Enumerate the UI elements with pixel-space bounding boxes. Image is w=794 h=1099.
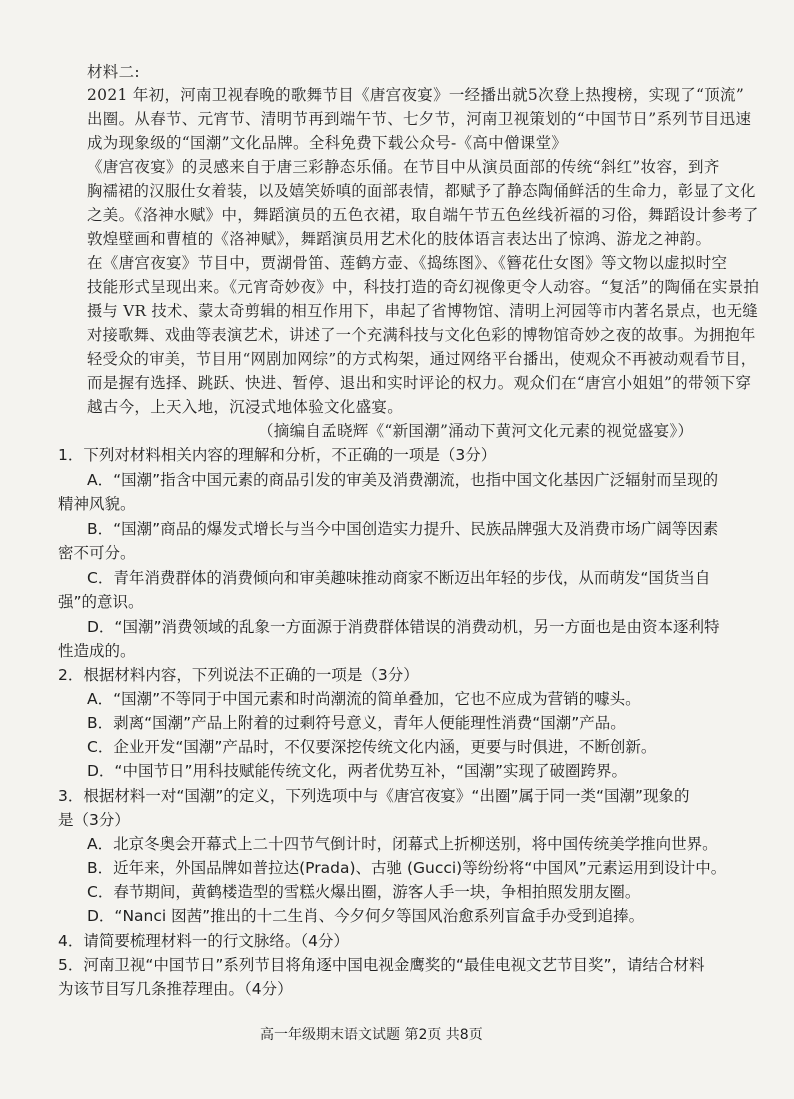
paragraph-line: 越古今，上天入地，沉浸式地体验文化盛宴。 [87, 398, 404, 416]
option-1d: D．“国潮”消费领域的乱象一方面源于消费群体错误的消费动机，另一方面也是由资本逐利特 [87, 618, 720, 636]
question-5-cont: 为该节目写几条推荐理由。（4分） [58, 980, 293, 998]
option-3c: C．春节期间，黄鹤楼造型的雪糕火爆出圈，游客人手一块，争相拍照发朋友圈。 [87, 883, 641, 901]
option-3d: D．“Nanci 囡茜”推出的十二生肖、今夕何夕等国风治愈系列盲盒手办受到追捧。 [87, 907, 645, 925]
question-1: 1．下列对材料相关内容的理解和分析，不正确的一项是（3分） [58, 446, 497, 464]
paragraph-line: 而是握有选择、跳跃、快进、暂停、退出和实时评论的权力。观众们在“唐宫小姐姐”的带领下穿 [87, 374, 752, 392]
paragraph-line: 《唐宫夜宴》的灵感来自于唐三彩静态乐俑。在节目中从演员面部的传统“斜红”妆容，到齐 [87, 158, 720, 176]
paragraph-line: 敦煌壁画和曹植的《洛神赋》，舞蹈演员用艺术化的肢体语言表达出了惊鸿、游龙之神韵。 [87, 230, 712, 248]
question-2: 2．根据材料内容，下列说法不正确的一项是（3分） [58, 666, 419, 684]
paragraph-line: 在《唐宫夜宴》节目中，贾湖骨笛、莲鹤方壶、《捣练图》、《簪花仕女图》等文物以虚拟时空 [87, 254, 728, 272]
option-3a: A．北京冬奥会开幕式上二十四节气倒计时，闭幕式上折柳送别，将中国传统美学推向世界。 [87, 835, 718, 853]
option-2a: A．“国潮”不等同于中国元素和时尚潮流的简单叠加，它也不应成为营销的噱头。 [87, 690, 641, 708]
option-1c: C．青年消费群体的消费倾向和审美趣味推动商家不断迈出年轻的步伐，从而萌发“国货当自 [87, 569, 711, 587]
paragraph-line: 胸襦裙的汉服仕女着装，以及嬉笑娇嗔的面部表情，都赋予了静态陶俑鲜活的生命力，彰显了文化 [87, 182, 756, 200]
option-2c: C．企业开发“国潮”产品时，不仅要深挖传统文化内涵，更要与时俱进，不断创新。 [87, 738, 657, 756]
option-1b-cont: 密不可分。 [58, 544, 136, 562]
material-heading: 材料二: [87, 63, 140, 81]
option-1a-cont: 精神风貌。 [58, 495, 136, 513]
paragraph-line: 对接歌舞、戏曲等表演艺术，讲述了一个充满科技与文化色彩的博物馆奇妙之夜的故事。为拥抱年 [87, 326, 756, 344]
option-1d-cont: 性造成的。 [58, 642, 136, 660]
question-4: 4．请简要梳理材料一的行文脉络。（4分） [58, 932, 349, 950]
paragraph-line: 成为现象级的“国潮”文化品牌。全科免费下载公众号-《高中僧课堂》 [87, 134, 568, 152]
paragraph-line: 2021 年初，河南卫视春晚的歌舞节目《唐宫夜宴》一经播出就5次登上热搜榜，实现了“顶流” [87, 86, 745, 104]
question-3: 3．根据材料一对“国潮”的定义，下列选项中与《唐宫夜宴》“出圈”属于同一类“国潮”现象的 [58, 787, 690, 805]
source-citation: （摘编自孟晓辉《“新国潮”涌动下黄河文化元素的视觉盛宴》） [258, 422, 694, 440]
paragraph-line: 技能形式呈现出来。《元宵奇妙夜》中，科技打造的奇幻视像更令人动容。“复活”的陶俑在实景拍 [87, 278, 760, 296]
option-1a: A．“国潮”指含中国元素的商品引发的审美及消费潮流，也指中国文化基因广泛辐射而呈现的 [87, 471, 719, 489]
option-2b: B．剥离“国潮”产品上附着的过剩符号意义，青年人便能理性消费“国潮”产品。 [87, 714, 626, 732]
paragraph-line: 轻受众的审美，节目用“网剧加网综”的方式构架，通过网络平台播出，使观众不再被动观看节目， [87, 350, 757, 368]
option-3b: B．近年来，外国品牌如普拉达(Prada)、古驰 (Gucci)等纷纷将“中国风”元素运用到设计中。 [87, 859, 727, 877]
option-2d: D．“中国节日”用科技赋能传统文化，两者优势互补，“国潮”实现了破圈跨界。 [87, 762, 628, 780]
paragraph-line: 摄与 VR 技术、蒙太奇剪辑的相互作用下，串起了省博物馆、清明上河园等市内著名景点，也无缝 [87, 302, 758, 320]
question-5: 5．河南卫视“中国节日”系列节目将角逐中国电视金鹰奖的“最佳电视文艺节目奖”，请结合材料 [58, 956, 705, 974]
question-3-cont: 是（3分） [58, 811, 130, 829]
paragraph-line: 出圈。从春节、元宵节、清明节再到端午节、七夕节，河南卫视策划的“中国节日”系列节目迅速 [87, 110, 752, 128]
option-1b: B．“国潮”商品的爆发式增长与当今中国创造实力提升、民族品牌强大及消费市场广阔等因素 [87, 520, 719, 538]
option-1c-cont: 强”的意识。 [58, 593, 144, 611]
page-footer: 高一年级期末语文试题 第2页 共8页 [260, 1027, 483, 1043]
paragraph-line: 之美。《洛神水赋》中，舞蹈演员的五色衣裙，取自端午节五色丝线祈福的习俗，舞蹈设计参考了 [87, 206, 759, 224]
